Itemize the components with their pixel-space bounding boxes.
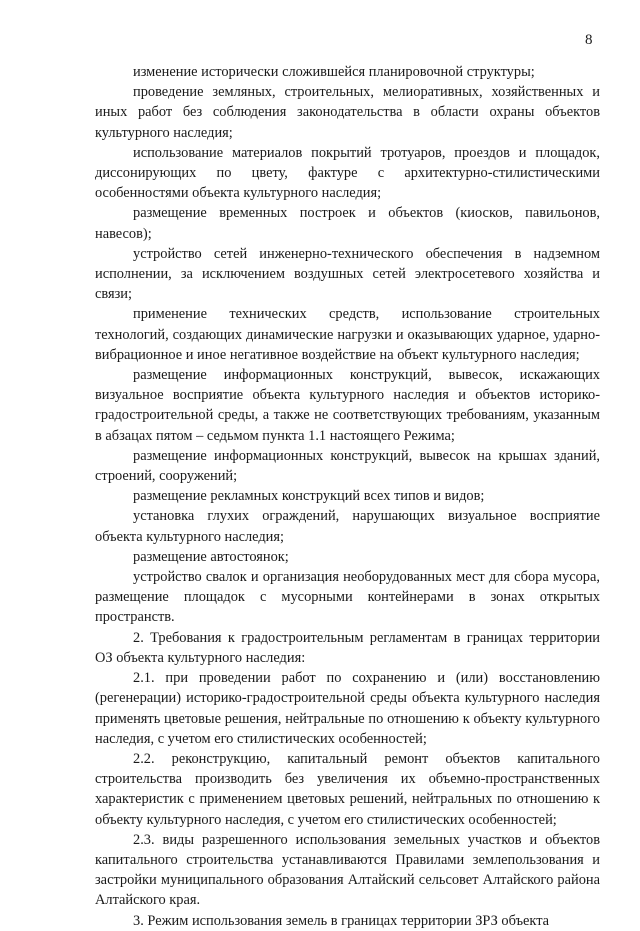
paragraph: применение технических средств, использование строительных технологий, создающих динамические нагрузки и оказывающих ударное, ударно-вибрационное и иное негативное воздействие на объект культурного наследия; — [95, 306, 600, 363]
paragraph: устройство сетей инженерно-технического обеспечения в надземном исполнении, за исключением воздушных сетей электросетевого хозяйства и связи; — [95, 245, 600, 303]
document-body — [95, 62, 600, 931]
paragraph: установка глухих ограждений, нарушающих визуальное восприятие объекта культурного наследия; — [95, 508, 600, 545]
paragraph: 2.3. виды разрешенного использования земельных участков и объектов капитального строительства устанавливаются Правилами землепользования и застройки муниципального образования Алтайский сельсовет Алтайского района Алтайского края. — [95, 831, 600, 909]
paragraph: размещение автостоянок; — [133, 548, 289, 565]
paragraph: размещение временных построек и объектов (киосков, павильонов, навесов); — [95, 205, 600, 242]
paragraph: 3. Режим использования земель в границах территории ЗРЗ объекта — [133, 912, 550, 929]
paragraph: использование материалов покрытий тротуаров, проездов и площадок, диссонирующих по цвету, фактуре с архитектурно-стилистическими особенностями объекта культурного наследия; — [95, 144, 600, 202]
page-number: 8 — [585, 32, 593, 48]
paragraph: 2. Требования к градостроительным регламентам в границах территории ОЗ объекта культурного наследия: — [95, 629, 600, 666]
paragraph: размещение рекламных конструкций всех типов и видов; — [133, 488, 485, 505]
paragraph: проведение земляных, строительных, мелиоративных, хозяйственных и иных работ без соблюдения законодательства в области охраны объектов культурного наследия; — [95, 84, 600, 141]
paragraph: 2.1. при проведении работ по сохранению и (или) восстановлению (регенерации) историко-градостроительной среды объекта культурного наследия применять цветовые решения, нейтральные по отношению к объекту культурного наследия, с учетом его стилистических особенностей; — [95, 670, 600, 747]
paragraph: размещение информационных конструкций, вывесок, искажающих визуальное восприятие объекта культурного наследия и объектов историко-градостроительной среды, а также не соответствующих требованиям, указанным в абзацах пятом – седьмом пункта 1.1 настоящего Режима; — [95, 367, 600, 444]
paragraph: 2.2. реконструкцию, капитальный ремонт объектов капитального строительства производить без увеличения их объемно-пространственных характеристик с применением цветовых решений, нейтральных по отношению к объекту культурного наследия, с учетом его стилистических особенностей; — [95, 750, 600, 828]
paragraph: устройство свалок и организация необорудованных мест для сбора мусора, размещение площадок с мусорными контейнерами в зонах открытых пространств. — [95, 569, 600, 626]
paragraph: изменение исторически сложившейся планировочной структуры; — [133, 64, 535, 80]
paragraph: размещение информационных конструкций, вывесок на крышах зданий, строений, сооружений; — [95, 447, 600, 485]
